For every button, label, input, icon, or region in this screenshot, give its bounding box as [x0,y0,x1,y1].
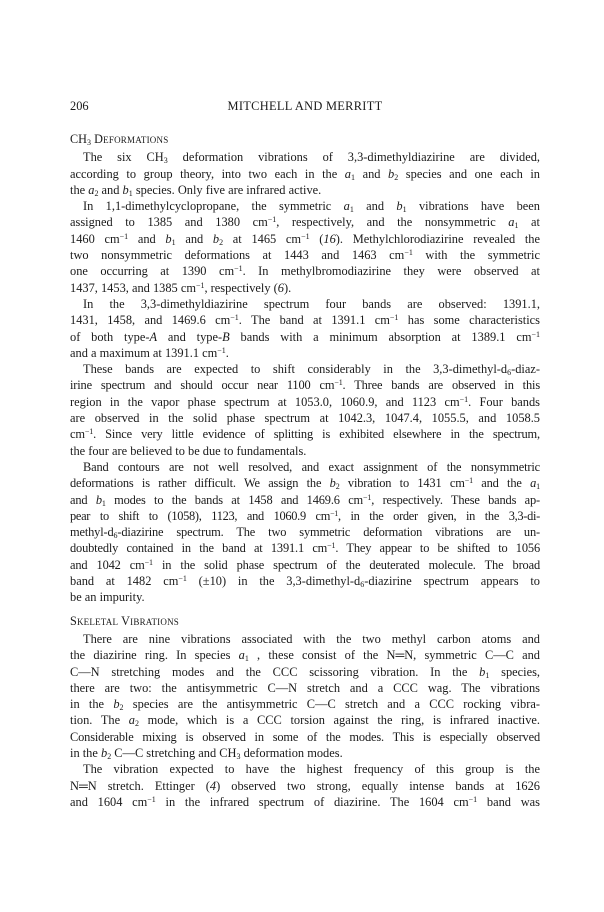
section-heading-skeletal-vibrations: Skeletal Vibrations [70,613,179,628]
document-page [70,98,540,810]
running-title: MITCHELL AND MERRITT [227,99,383,113]
paragraph: There are nine vibrations associated with the two methyl carbon atoms and the diazirine ring. In species $a_1$ , these consist of the N═N, symmetric C—C and C—N stretching modes and the CCC scissoring vibration. In the $b_1$ species, there are two: the antisymmetric C—N stretch and a CCC wag. The vibrations in the $b_2$ species are the antisymmetric C—C stretch and a CCC rocking vibra- tion. The $a_2$ mode, which is a CCC torsion against the ring, is infrared inactive. Considerable mixing is observed in some of the modes. This is especially observed in the $b_2$ C—C stretching and $CH_3$ deformation modes. [70,631,541,761]
paragraph: In 1,1-dimethylcyclopropane, the symmetric $a_1$ and $b_1$ vibrations have been assigned to 1385 and 1380 $cm^{-1}$, respectively, and the nonsymmetric $a_1$ at 1460 $cm^{-1}$ and $b_1$ and $b_2$ at 1465 $cm^{-1}$ (16). Methylchlorodiazirine revealed the two nonsymmetric deformations at 1443 and 1463 $cm^{-1}$ with the symmetric one occurring at 1390 $cm^{-1}$. In methylbromodiazirine they were observed at 1437, 1453, and 1385 $cm^{-1}$, respectively (6). [70,199,540,295]
paragraph: The vibration expected to have the highest frequency of this group is the N═N stretch. Ettinger (4) observed two strong, equally intense bands at 1626 and 1604 $cm^{-1}$ in the infrared spectrum of diazirine. The 1604 $cm^{-1}$ band was [70,762,540,809]
page-number: 206 [70,99,89,113]
paragraph: These bands are expected to shift considerably in the $3,3-dimethyl-d_6-diaz-$ irine spectrum and should occur near 1100 $cm^{-1}$. Three bands are observed in this region in the vapor phase spectrum at 1053.0, 1060.9, and 1123 $cm^{-1}$. Four bands are observed in the solid phase spectrum at 1042.3, 1047.4, 1055.5, and 1058.5 $cm^{-1}$. Since very little evidence of splitting is exhibited elsewhere in the spectrum, the four are believed to be due to fundamentals. [70,362,541,458]
page-header [70,98,540,114]
paragraph: The six $CH_3$ deformation vibrations of 3,3-dimethyldiazirine are divided, according to group theory, into two each in the $a_1$ and $b_2$ species and one each in the $a_2$ and $b_1$ species. Only five are infrared active. [70,150,540,198]
section-heading-ch3-deformations: $CH_3$ Deformations [70,132,169,147]
paragraph: In the 3,3-dimethyldiazirine spectrum four bands are observed: 1391.1, 1431, 1458, and 1469.6 $cm^{-1}$. The band at 1391.1 $cm^{-1}$ has some characteristics of both type-A and type-B bands with a minimum absorption at 1389.1 $cm^{-1}$ and a maximum at 1391.1 $cm^{-1}$. [70,296,540,360]
paragraph: Band contours are not well resolved, and exact assignment of the nonsymmetric deformations is rather difficult. We assign the $b_2$ vibration to 1431 $cm^{-1}$ and the $a_1$ and $b_1$ modes to the bands at 1458 and 1469.6 $cm^{-1}$, respectively. These bands ap- pear to shift to (1058), 1123, and 1060.9 $cm^{-1}$, in the order given, in the 3,3-di- methyl-$d_6$-diazirine spectrum. The two symmetric deformation vibrations are un- doubtedly contained in the band at 1391.1 $cm^{-1}$. They appear to be shifted to 1056 and 1042 $cm^{-1}$ in the solid phase spectrum of the deuterated molecule. The broad band at 1482 $cm^{-1}$ (±10) in the $3,3-dimethyl-d_6$-diazirine spectrum appears to be an impurity. [70,459,541,605]
